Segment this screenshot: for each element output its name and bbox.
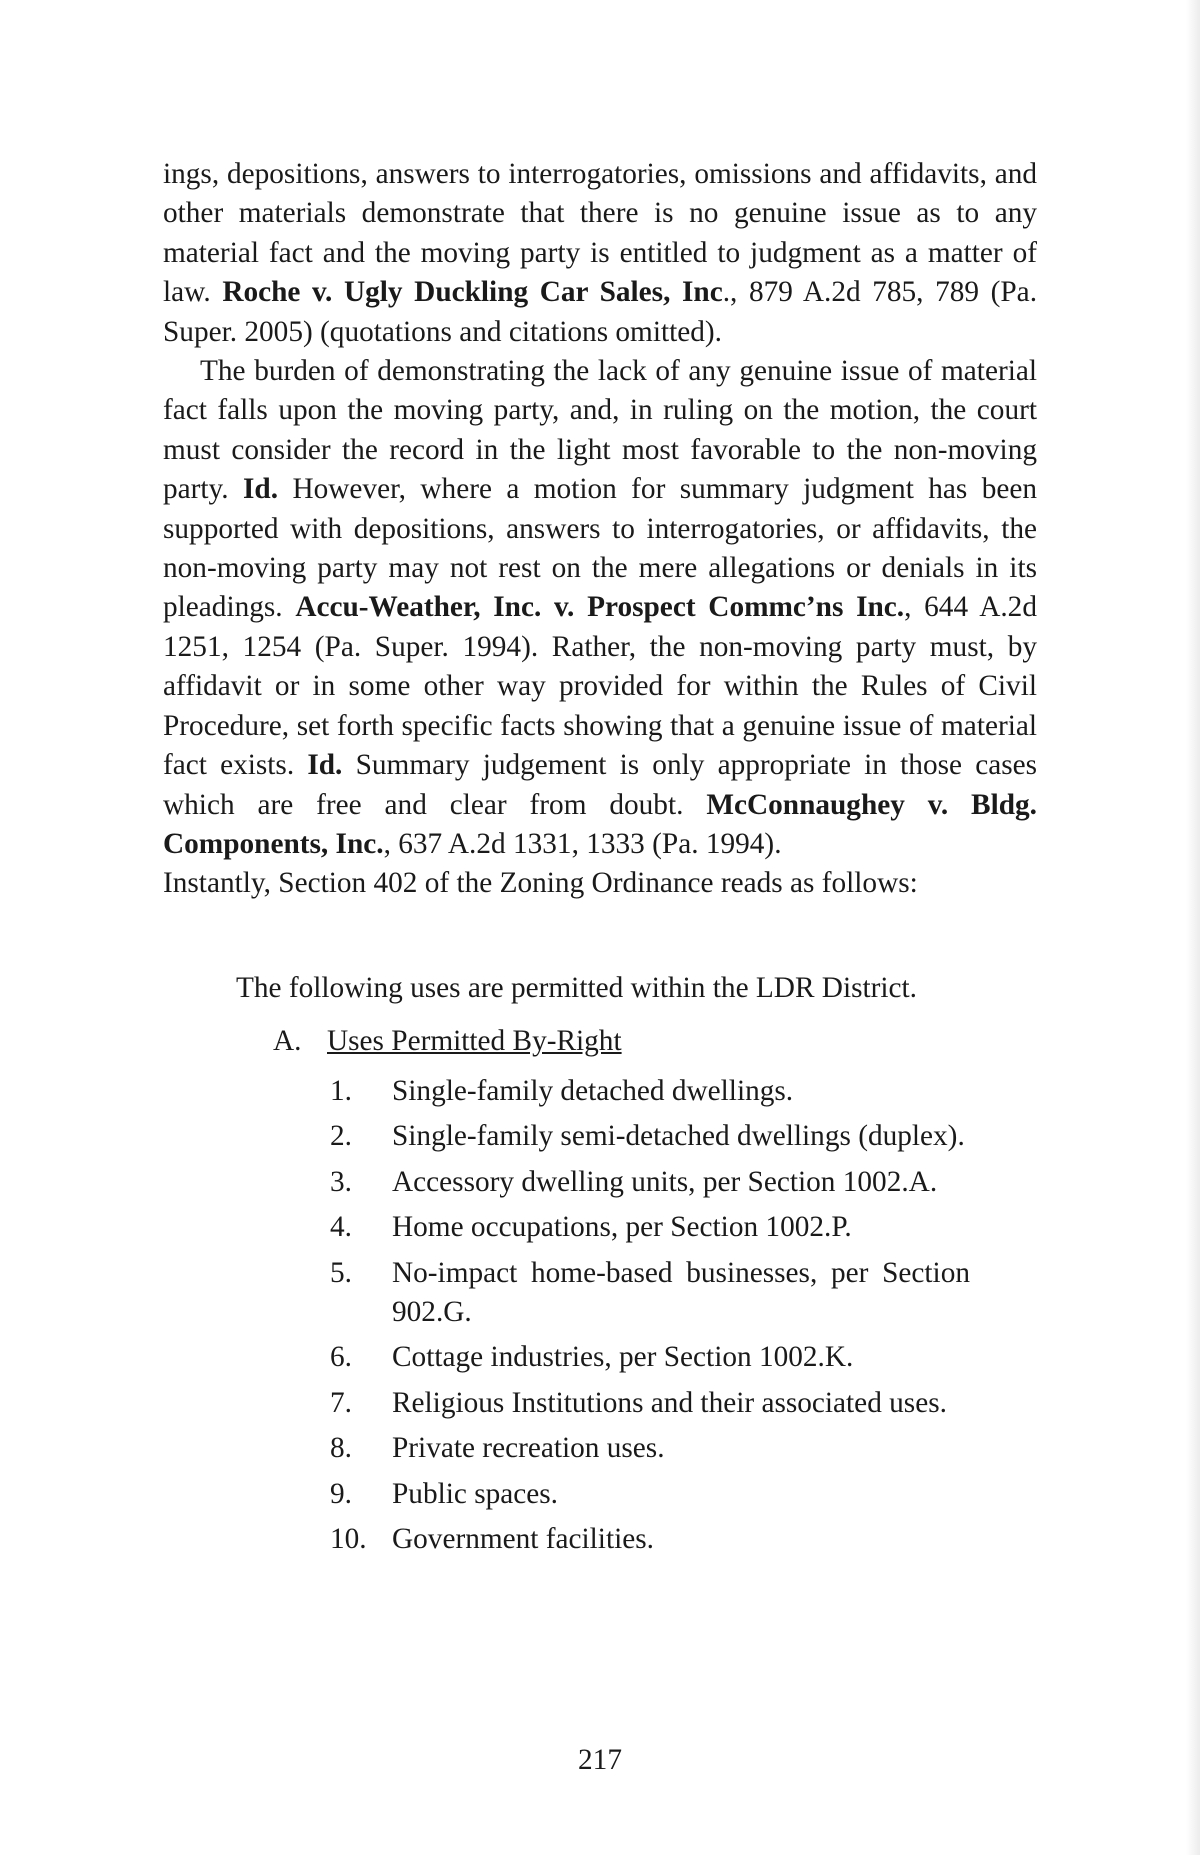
- list-item-number: 10.: [330, 1523, 367, 1556]
- list-item-number: 5.: [330, 1256, 352, 1289]
- case-citation: McConnaughey v. Bldg. Components, Inc.: [163, 788, 1037, 860]
- list-item-number: 3.: [330, 1165, 352, 1198]
- list-item: [330, 1117, 970, 1156]
- list-item-number: 8.: [330, 1432, 352, 1465]
- paragraph-text: ., 879 A.2d 785, 789 (Pa. Super. 2005) (quotations and citations omitted).: [163, 276, 1038, 348]
- list-item: [330, 1208, 970, 1247]
- paragraph-text: The burden of demonstrating the lack of any genuine issue of material fact falls upon the moving party, and, in ruling on the motion, the court must consider the record in the light most favorable to the non-moving party.: [163, 355, 1037, 506]
- case-citation: Roche v. Ugly Duckling Car Sales, Inc: [222, 276, 723, 309]
- quote-section-heading: [273, 1022, 622, 1061]
- list-item: [330, 1072, 970, 1111]
- list-item-number: 4.: [330, 1211, 352, 1244]
- list-item-number: 6.: [330, 1341, 352, 1374]
- list-item: [330, 1338, 970, 1377]
- paragraph-text: Summary judgement is only appropriate in those cases which are free and clear from doubt.: [163, 749, 1038, 821]
- paragraph-text: , 637 A.2d 1331, 1333 (Pa. 1994).: [383, 827, 782, 860]
- list-item: [330, 1384, 970, 1423]
- page-edge-shadow: [1186, 0, 1200, 1855]
- list-item: [330, 1475, 970, 1514]
- list-item-number: 9.: [330, 1477, 352, 1510]
- body-text: [163, 155, 1037, 904]
- id-citation: Id.: [307, 749, 343, 782]
- quote-intro: The following uses are permitted within the LDR District.: [236, 972, 918, 1004]
- list-item-number: 7.: [330, 1386, 352, 1419]
- section-title: Uses Permitted By-Right: [327, 1025, 622, 1057]
- list-item-number: 1.: [330, 1075, 352, 1107]
- list-item-text: Public spaces.: [392, 1477, 558, 1510]
- list-item: [330, 1163, 970, 1202]
- list-item-text: Single-family detached dwellings.: [392, 1075, 794, 1107]
- paragraph-burden: [163, 352, 1037, 864]
- list-item-text: No-impact home-based businesses, per Section 902.G.: [392, 1256, 970, 1329]
- permitted-uses-list: [330, 1072, 970, 1565]
- list-item: [330, 1429, 970, 1468]
- list-item-text: Accessory dwelling units, per Section 1002.A.: [392, 1165, 938, 1198]
- list-item-text: Cottage industries, per Section 1002.K.: [392, 1341, 854, 1374]
- case-citation: Accu-Weather, Inc. v. Prospect Commc’ns Inc.: [295, 591, 905, 624]
- list-item-number: 2.: [330, 1120, 352, 1153]
- id-citation: Id.: [243, 473, 279, 506]
- list-item-text: Government facilities.: [392, 1523, 654, 1556]
- paragraph-instantly: Instantly, Section 402 of the Zoning Ordinance reads as follows:: [163, 867, 918, 900]
- section-letter: A.: [273, 1025, 302, 1057]
- list-item-text: Single-family semi-detached dwellings (duplex).: [392, 1120, 965, 1153]
- page-number: 217: [578, 1744, 622, 1776]
- list-item-text: Private recreation uses.: [392, 1432, 665, 1465]
- list-item-text: Home occupations, per Section 1002.P.: [392, 1211, 852, 1244]
- paragraph-summary-judgment-standard: [163, 155, 1037, 352]
- paragraph-text: However, where a motion for summary judgment has been supported with depositions, answers to interrogatories, or affidavits, the non-moving party may not rest on the mere allegations or denials in its pleadings.: [163, 473, 1037, 624]
- list-item-text: Religious Institutions and their associated uses.: [392, 1386, 947, 1419]
- paragraph-text: ings, depositions, answers to interrogatories, omissions and affidavits, and other materials demonstrate that there is no genuine issue as to any material fact and the moving party is entitled to judgment as a matter of law.: [163, 158, 1037, 309]
- list-item: [330, 1254, 970, 1333]
- paragraph-text: , 644 A.2d 1251, 1254 (Pa. Super. 1994). Rather, the non-moving party must, by affidavit or in some other way provided for within the Rules of Civil Procedure, set forth specific facts showing that a genuine issue of material fact exists.: [163, 591, 1037, 782]
- list-item: [330, 1520, 970, 1559]
